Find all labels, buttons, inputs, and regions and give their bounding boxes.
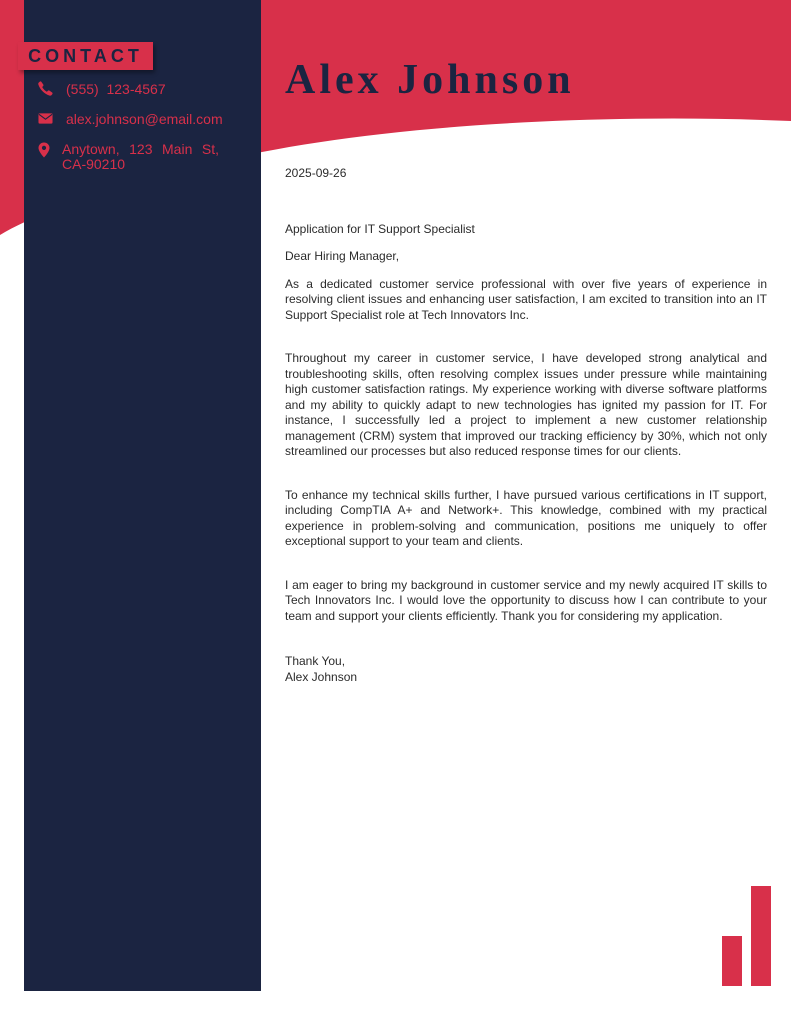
address-text: Anytown, 123 Main St, CA-90210 — [62, 141, 219, 172]
letter-paragraph-4: I am eager to bring my background in customer service and my newly acquired IT skills to Tech Innovators Inc. I would love the opportunity to discuss how I can contribute to your team and support your clients efficiently. Thank you for considering my application. — [285, 577, 767, 623]
email-text: alex.johnson@email.com — [66, 111, 223, 127]
decorative-bar-tall — [751, 886, 771, 986]
letter-paragraph-2: Throughout my career in customer service, I have developed strong analytical and troubleshooting skills, often resolving complex issues under pressure while maintaining high customer satisfaction ratings. My experience working with diverse software platforms and my ability to quickly adapt to new technologies has ignited my passion for IT. For instance, I successfully led a project to implement a new customer relationship management (CRM) system that improved our tracking efficiency by 30%, which not only streamlined our processes but also reduced response times for our clients. — [285, 351, 767, 458]
contact-email[interactable] — [38, 111, 223, 128]
letter-paragraph-1: As a dedicated customer service professional with over five years of experience in resolving client issues and enhancing user satisfaction, I am excited to transition into an IT Support Specialist role at Tech Innovators Inc. — [285, 276, 767, 322]
phone-text: (555) 123-4567 — [66, 81, 166, 97]
contact-phone[interactable] — [38, 81, 166, 97]
envelope-icon — [38, 111, 54, 128]
phone-icon — [38, 81, 54, 97]
letter-paragraph-3: To enhance my technical skills further, I have pursued various certifications in IT support, including CompTIA A+ and Network+. This knowledge, combined with my practical experience in problem-solving and communication, positions me uniquely to offer exceptional support to your team and clients. — [285, 487, 767, 548]
decorative-bar-short — [722, 936, 742, 986]
map-pin-icon — [38, 142, 50, 158]
contact-heading: CONTACT — [18, 42, 153, 70]
applicant-name: Alex Johnson — [285, 57, 575, 103]
letter-closing: Thank You, — [285, 654, 346, 668]
contact-address — [38, 142, 219, 172]
letter-subject: Application for IT Support Specialist — [285, 221, 475, 236]
letter-greeting: Dear Hiring Manager, — [285, 249, 400, 263]
letter-signature: Alex Johnson — [285, 669, 358, 684]
letter-date: 2025-09-26 — [285, 166, 347, 180]
letter-body — [285, 166, 767, 685]
